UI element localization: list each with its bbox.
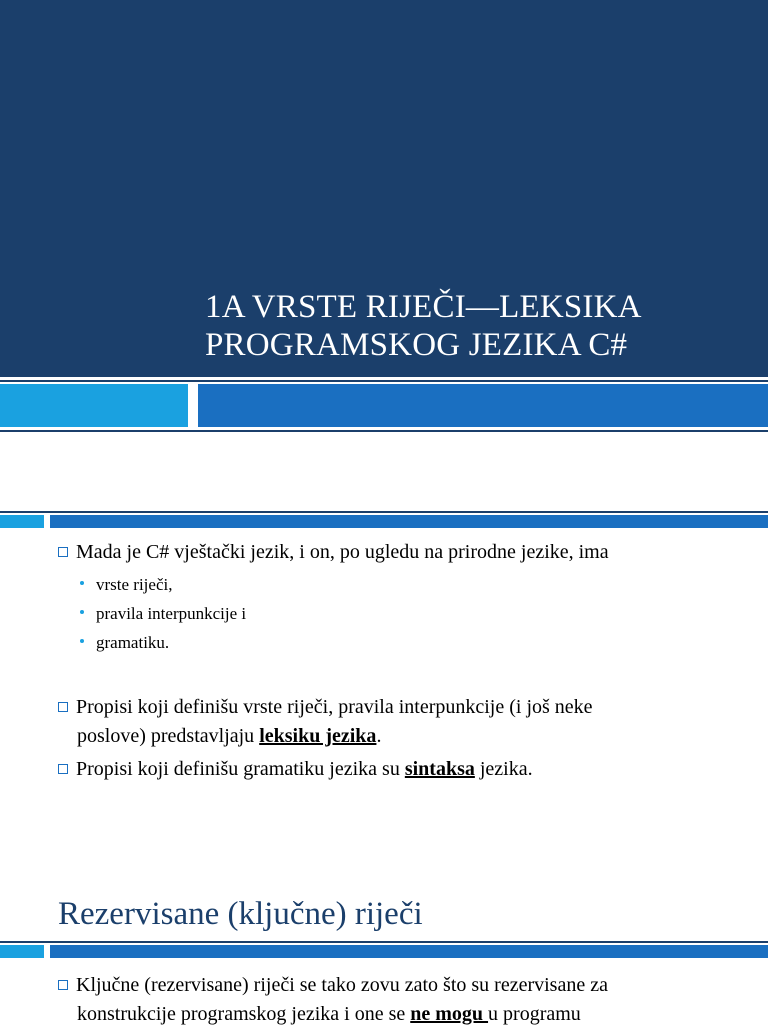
square-bullet-icon xyxy=(58,764,68,774)
slide3-header-line xyxy=(0,941,768,943)
sintaksa-term: sintaksa xyxy=(404,758,475,780)
slide3-accent-bar-dark xyxy=(50,945,768,958)
sub-item: pravila interpunkcije i xyxy=(80,599,246,628)
slide2-accent-bar-dark xyxy=(50,515,768,528)
square-bullet-icon xyxy=(58,547,68,557)
accent-bar-light xyxy=(0,384,188,427)
leksika-term: leksiku jezika xyxy=(259,725,377,747)
sub-item: gramatiku. xyxy=(80,628,246,657)
sub-item: vrste riječi, xyxy=(80,570,246,599)
slide3-bullet-1: Ključne (rezervisane) riječi se tako zovu zato što su rezervisane za konstrukcije programskog jezika i one se ne mogu u programu xyxy=(58,971,758,1029)
ne-mogu-term: ne mogu xyxy=(410,1003,489,1025)
title-line-1: 1A VRSTE RIJEČI—LEKSIKA xyxy=(205,289,642,325)
dot-bullet-icon xyxy=(80,639,84,643)
sub-item-list xyxy=(80,570,246,657)
slide2-bullet-1: Mada je C# vještački jezik, i on, po ugledu na prirodne jezike, ima xyxy=(58,538,758,567)
slide2-header-line xyxy=(0,511,768,513)
title-slide-heading xyxy=(205,288,765,364)
title-line-2: PROGRAMSKOG JEZIKA C# xyxy=(205,327,628,363)
dot-bullet-icon xyxy=(80,610,84,614)
slide2-bullet-3: Propisi koji definišu gramatiku jezika su sintaksa jezika. xyxy=(58,755,758,784)
divider-line xyxy=(0,380,768,382)
dot-bullet-icon xyxy=(80,581,84,585)
slide3-title: Rezervisane (ključne) riječi xyxy=(58,896,423,932)
accent-bar-dark xyxy=(198,384,768,427)
slide3-accent-bar-light xyxy=(0,945,44,958)
square-bullet-icon xyxy=(58,702,68,712)
divider-line xyxy=(0,430,768,432)
slide2-bullet-2: Propisi koji definišu vrste riječi, pravila interpunkcije (i još neke poslove) predstavljaju leksiku jezika. xyxy=(58,693,758,751)
slide2-accent-bar-light xyxy=(0,515,44,528)
square-bullet-icon xyxy=(58,980,68,990)
